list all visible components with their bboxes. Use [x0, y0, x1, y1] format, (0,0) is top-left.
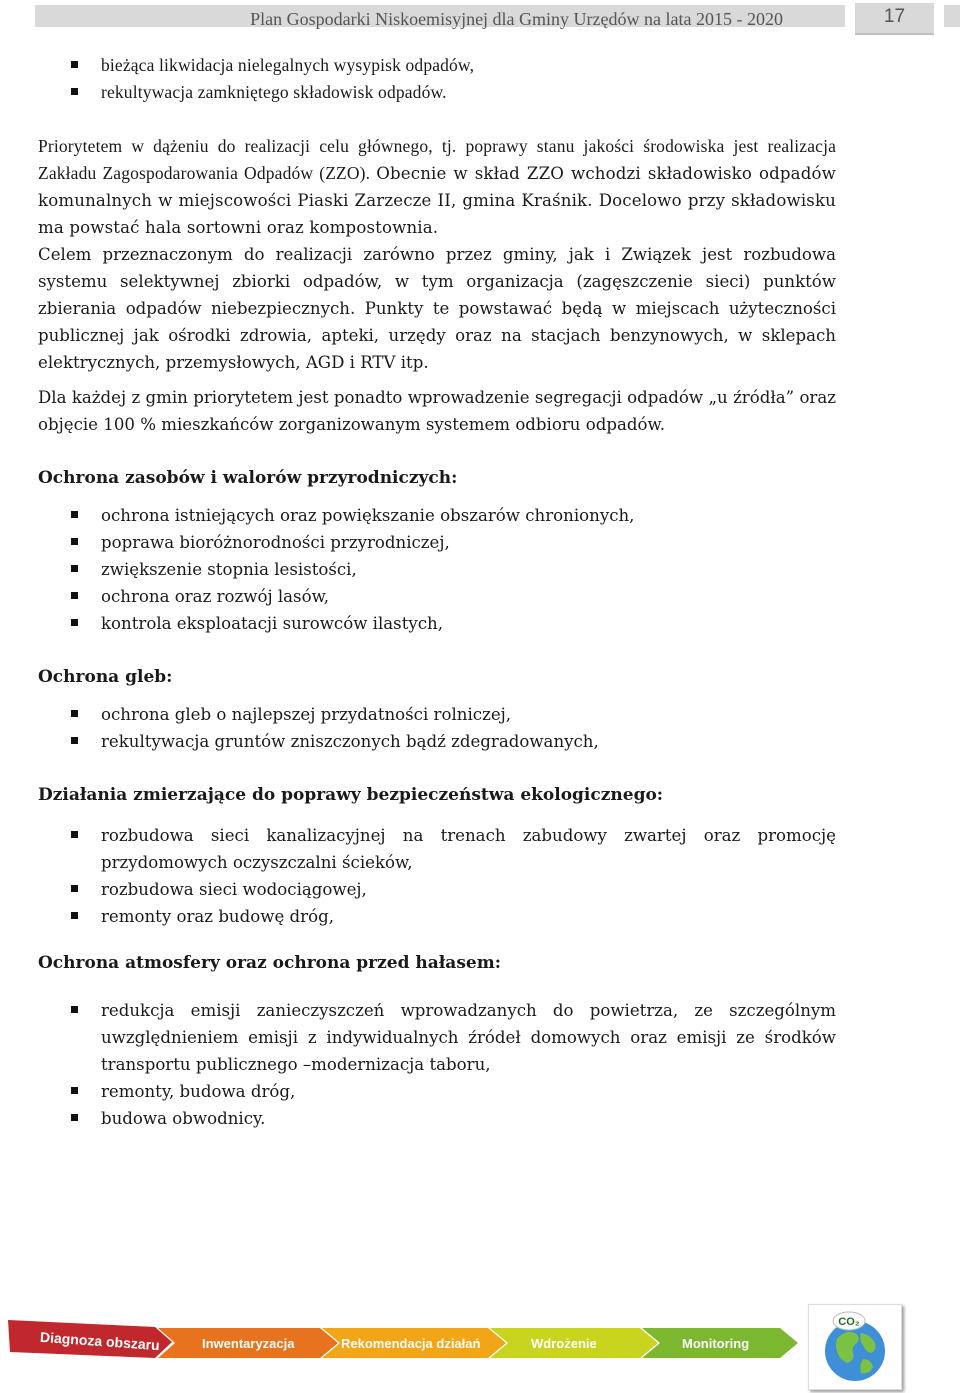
- section-heading-nature: Ochrona zasobów i walorów przyrodniczych:: [38, 468, 458, 488]
- safety-list: [38, 822, 836, 930]
- list-item: rozbudowa sieci wodociągowej,: [38, 876, 836, 903]
- header-stub: [944, 5, 960, 27]
- list-item: zwiększenie stopnia lesistości,: [38, 556, 836, 583]
- list-item: ochrona istniejących oraz powiększanie obszarów chronionych,: [38, 502, 836, 529]
- intro-list: [38, 52, 836, 106]
- page-content: [38, 52, 836, 1132]
- step-diagnoza: Diagnoza obszaru: [39, 1328, 161, 1354]
- section-heading-soil: Ochrona gleb:: [38, 667, 173, 687]
- list-item: rozbudowa sieci kanalizacyjnej na trenach zabudowy zwartej oraz promocję przydomowych oczyszczalni ścieków,: [38, 822, 836, 876]
- process-footer: [0, 1300, 960, 1393]
- list-item: kontrola eksploatacji surowców ilastych,: [38, 610, 836, 637]
- section-heading-atmosphere: Ochrona atmosfery oraz ochrona przed hałasem:: [38, 953, 501, 973]
- step-inwentaryzacja: Inwentaryzacja: [202, 1336, 295, 1351]
- paragraph-zzo: [38, 133, 836, 241]
- list-item: budowa obwodnicy.: [38, 1105, 836, 1132]
- list-item: redukcja emisji zanieczyszczeń wprowadzanych do powietrza, ze szczególnym uwzględnieniem emisji z indywidualnych źródeł domowych oraz emisji ze środków transportu publicznego –modernizacja taboru,: [38, 997, 836, 1078]
- section-heading-safety: Działania zmierzające do poprawy bezpieczeństwa ekologicznego:: [38, 785, 664, 805]
- co2-globe-logo: [808, 1304, 902, 1390]
- list-item: poprawa bioróżnorodności przyrodniczej,: [38, 529, 836, 556]
- page-number: 17: [855, 3, 934, 35]
- step-wdrozenie: Wdrożenie: [531, 1336, 597, 1351]
- paragraph-zzo-b: Obecnie w skład ZZO wchodzi składowisko odpadów komunalnych w miejscowości Piaski Zarzecze II, gmina Kraśnik. Docelowo przy składowisku ma powstać hala sortowni oraz kompostownia.: [38, 164, 836, 237]
- list-item: rekultywacja gruntów zniszczonych bądź zdegradowanych,: [38, 728, 836, 755]
- list-item: remonty, budowa dróg,: [38, 1078, 836, 1105]
- list-item: ochrona oraz rozwój lasów,: [38, 583, 836, 610]
- atmosphere-list: [38, 997, 836, 1132]
- list-item: bieżąca likwidacja nielegalnych wysypisk odpadów,: [38, 52, 836, 79]
- nature-list: [38, 502, 836, 637]
- list-item: rekultywacja zamkniętego składowisk odpadów.: [38, 79, 836, 106]
- paragraph-segregation: Dla każdej z gmin priorytetem jest ponadto wprowadzenie segregacji odpadów „u źródła” oraz objęcie 100 % mieszkańców zorganizowanym systemem odbioru odpadów.: [38, 388, 836, 434]
- logo-text: CO₂: [838, 1316, 860, 1328]
- paragraph-zzo-a: Priorytetem w dążeniu do realizacji celu głównego, tj. poprawy stanu jakości środowiska jest realizacja Zakładu Zagospodarowania Odpadów (ZZO).: [38, 136, 836, 183]
- soil-list: [38, 701, 836, 755]
- document-title: Plan Gospodarki Niskoemisyjnej dla Gminy Urzędów na lata 2015 - 2020: [250, 9, 783, 29]
- header-bar: [35, 5, 845, 27]
- globe-icon: [809, 1305, 901, 1389]
- step-monitoring: Monitoring: [682, 1336, 750, 1351]
- step-rekomendacja: Rekomendacja działań: [341, 1336, 481, 1351]
- list-item: remonty oraz budowę dróg,: [38, 903, 836, 930]
- list-item: ochrona gleb o najlepszej przydatności rolniczej,: [38, 701, 836, 728]
- paragraph-selective: Celem przeznaczonym do realizacji zarówno przez gminy, jak i Związek jest rozbudowa systemu selektywnej zbiorki odpadów, w tym organizacja (zagęszczenie sieci) punktów zbierania odpadów niebezpiecznych. Punkty te powstawać będą w miejscach użyteczności publicznej jak ośrodki zdrowia, apteki, urzędy oraz na stacjach benzynowych, w sklepach elektrycznych, przemysłowych, AGD i RTV itp.: [38, 245, 836, 372]
